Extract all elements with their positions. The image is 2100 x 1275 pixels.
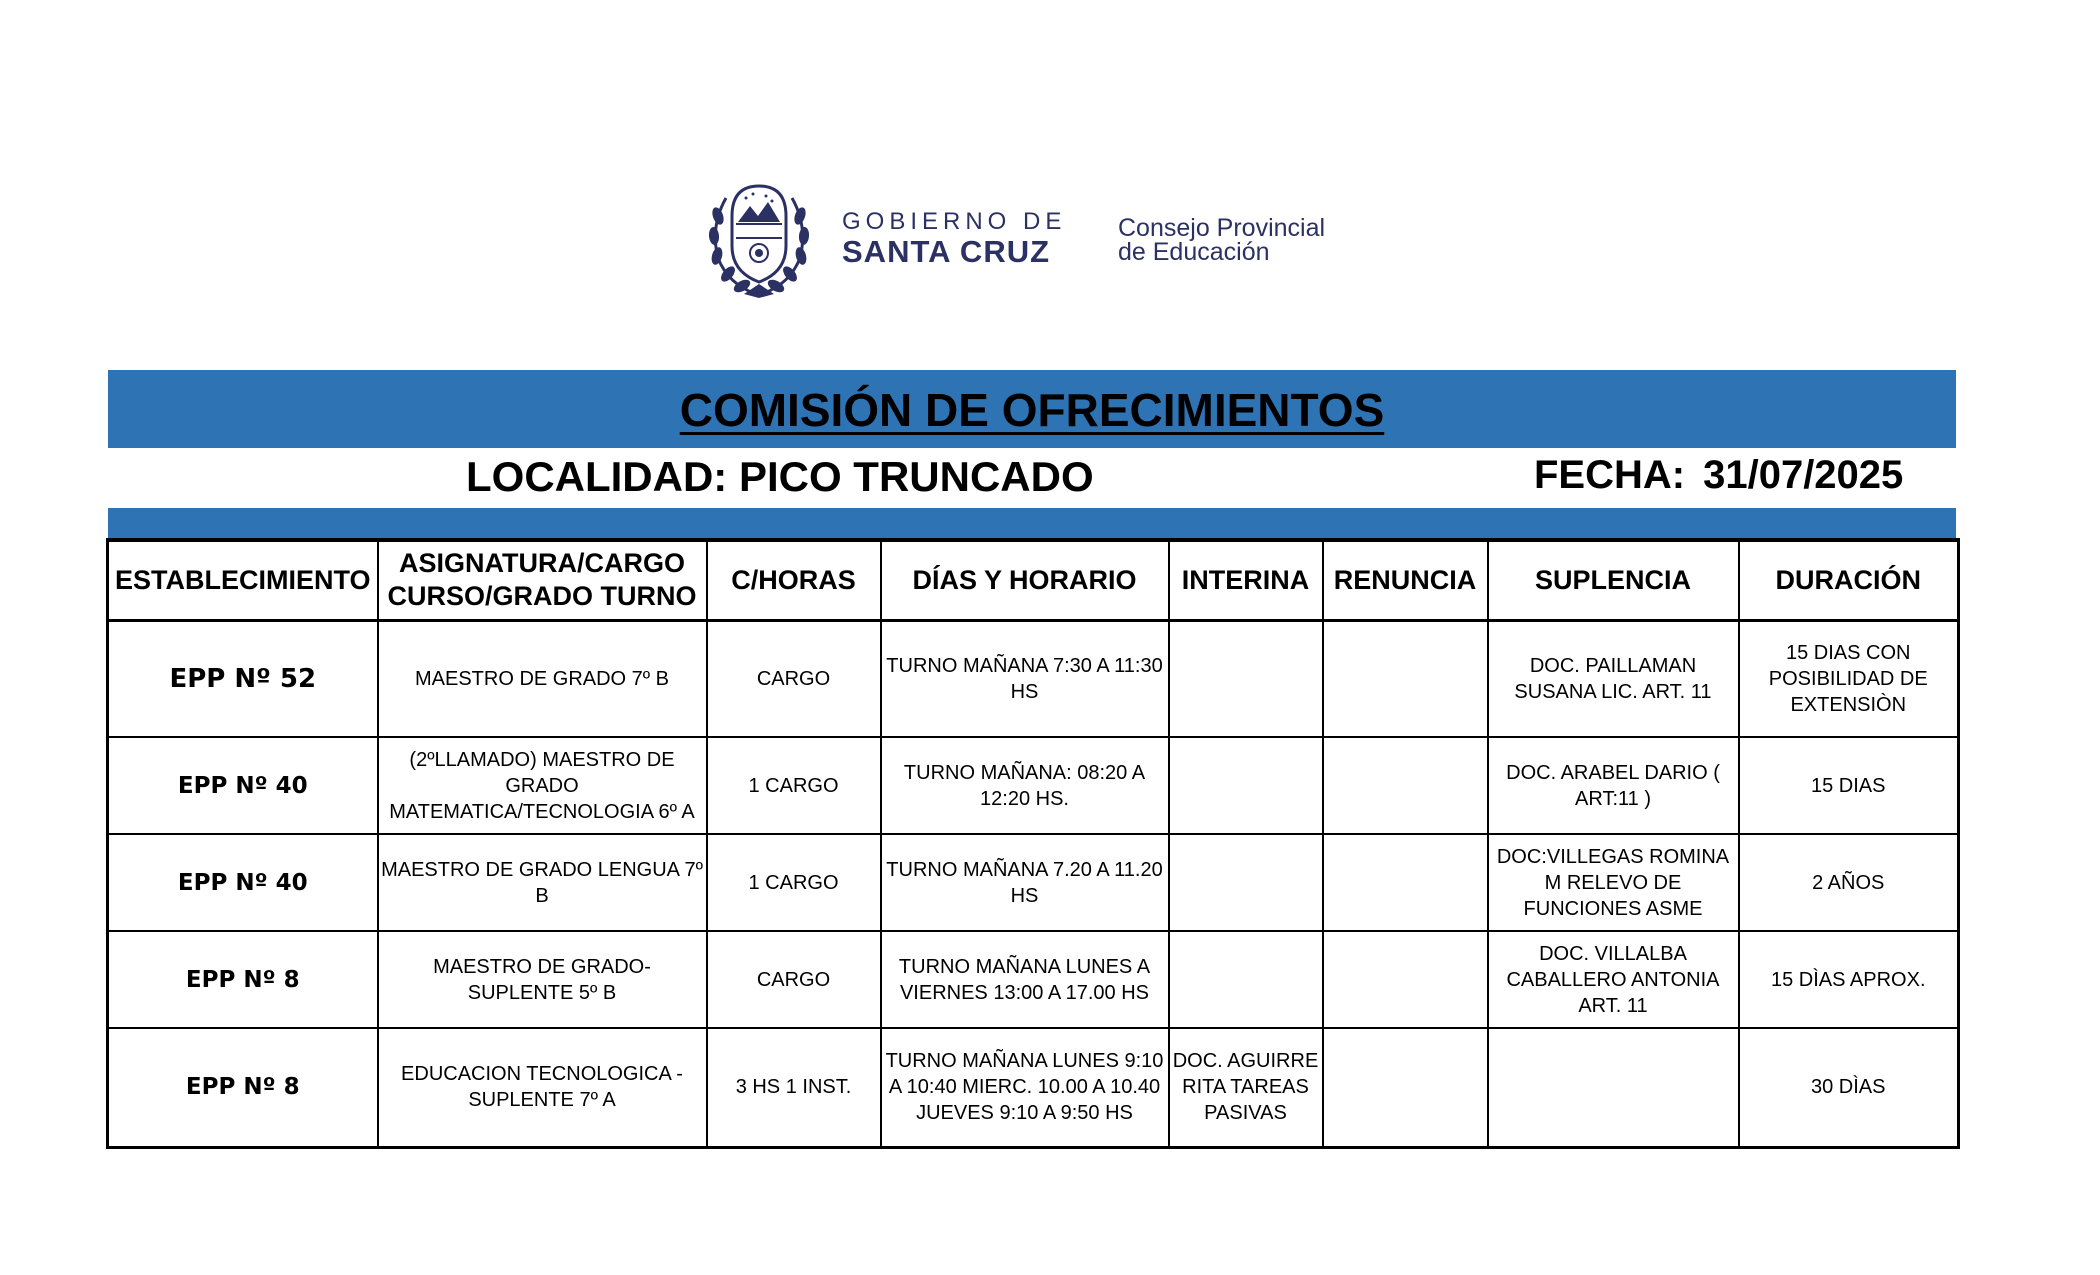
column-header: INTERINA: [1169, 540, 1323, 620]
title-bar: [108, 370, 1956, 448]
table-cell: [1169, 620, 1323, 737]
table-cell: [1488, 1028, 1739, 1147]
table-cell: 15 DIAS: [1739, 737, 1959, 834]
table-row: [108, 1028, 1959, 1147]
table-row: [108, 834, 1959, 931]
table-cell: TURNO MAÑANA 7:30 A 11:30 HS: [881, 620, 1169, 737]
table-cell: [1323, 931, 1488, 1028]
table-cell: 30 DÌAS: [1739, 1028, 1959, 1147]
table-cell: [1169, 834, 1323, 931]
table-cell: DOC:VILLEGAS ROMINA M RELEVO DE FUNCIONES ASME: [1488, 834, 1739, 931]
council-name-line2: de Educación: [1118, 238, 1270, 266]
table-cell: [1323, 834, 1488, 931]
table-cell: 15 DIAS CON POSIBILIDAD DE EXTENSIÒN: [1739, 620, 1959, 737]
council-name-line1: Consejo Provincial: [1118, 214, 1326, 242]
table-cell: TURNO MAÑANA LUNES A VIERNES 13:00 A 17.00 HS: [881, 931, 1169, 1028]
table-cell: MAESTRO DE GRADO LENGUA 7º B: [378, 834, 707, 931]
column-header: ESTABLECIMIENTO: [108, 540, 378, 620]
divider-strip: [108, 508, 1956, 538]
column-header: SUPLENCIA: [1488, 540, 1739, 620]
table-header-row: [108, 540, 1959, 620]
table-cell: [1323, 737, 1488, 834]
table-cell: DOC. ARABEL DARIO ( ART:11 ): [1488, 737, 1739, 834]
table-cell: EDUCACION TECNOLOGICA - SUPLENTE 7º A: [378, 1028, 707, 1147]
table-cell: TURNO MAÑANA LUNES 9:10 A 10:40 MIERC. 10.00 A 10.40 JUEVES 9:10 A 9:50 HS: [881, 1028, 1169, 1147]
table-cell: DOC. PAILLAMAN SUSANA LIC. ART. 11: [1488, 620, 1739, 737]
table-cell: [1169, 737, 1323, 834]
santa-cruz-seal-icon: [706, 176, 812, 300]
government-name-line1: GOBIERNO DE: [842, 208, 1067, 235]
table-cell: [1323, 1028, 1488, 1147]
date-value: 31/07/2025: [1703, 453, 1904, 497]
table-cell: [1169, 931, 1323, 1028]
table-cell: 2 AÑOS: [1739, 834, 1959, 931]
table-cell: EPP Nº 40: [108, 834, 378, 931]
header-logo: [706, 176, 1352, 302]
column-header: ASIGNATURA/CARGO CURSO/GRADO TURNO: [378, 540, 707, 620]
table-cell: (2ºLLAMADO) MAESTRO DE GRADO MATEMATICA/TECNOLOGIA 6º A: [378, 737, 707, 834]
page-title: COMISIÓN DE OFRECIMIENTOS: [679, 384, 1385, 436]
table-cell: TURNO MAÑANA: 08:20 A 12:20 HS.: [881, 737, 1169, 834]
table-cell: 15 DÌAS APROX.: [1739, 931, 1959, 1028]
column-header: DÍAS Y HORARIO: [881, 540, 1169, 620]
date-block: [1534, 453, 1903, 498]
table-row: [108, 931, 1959, 1028]
offers-table: [106, 538, 1960, 1149]
table-cell: 1 CARGO: [707, 834, 881, 931]
table-cell: 1 CARGO: [707, 737, 881, 834]
government-name-line2: SANTA CRUZ: [842, 234, 1051, 269]
table-cell: 3 HS 1 INST.: [707, 1028, 881, 1147]
table-cell: EPP Nº 8: [108, 931, 378, 1028]
table-row: [108, 620, 1959, 737]
table-cell: MAESTRO DE GRADO-SUPLENTE 5º B: [378, 931, 707, 1028]
column-header: RENUNCIA: [1323, 540, 1488, 620]
column-header: C/HORAS: [707, 540, 881, 620]
localidad-label: LOCALIDAD: PICO TRUNCADO: [466, 453, 1094, 500]
table-cell: TURNO MAÑANA 7.20 A 11.20 HS: [881, 834, 1169, 931]
table-cell: EPP Nº 8: [108, 1028, 378, 1147]
table-cell: DOC. AGUIRRE RITA TAREAS PASIVAS: [1169, 1028, 1323, 1147]
table-cell: EPP Nº 52: [108, 620, 378, 737]
table-cell: EPP Nº 40: [108, 737, 378, 834]
table-row: [108, 737, 1959, 834]
table-cell: CARGO: [707, 620, 881, 737]
table-cell: CARGO: [707, 931, 881, 1028]
date-label: FECHA:: [1534, 453, 1686, 497]
column-header: DURACIÓN: [1739, 540, 1959, 620]
table-cell: MAESTRO DE GRADO 7º B: [378, 620, 707, 737]
table-cell: DOC. VILLALBA CABALLERO ANTONIA ART. 11: [1488, 931, 1739, 1028]
table-cell: [1323, 620, 1488, 737]
